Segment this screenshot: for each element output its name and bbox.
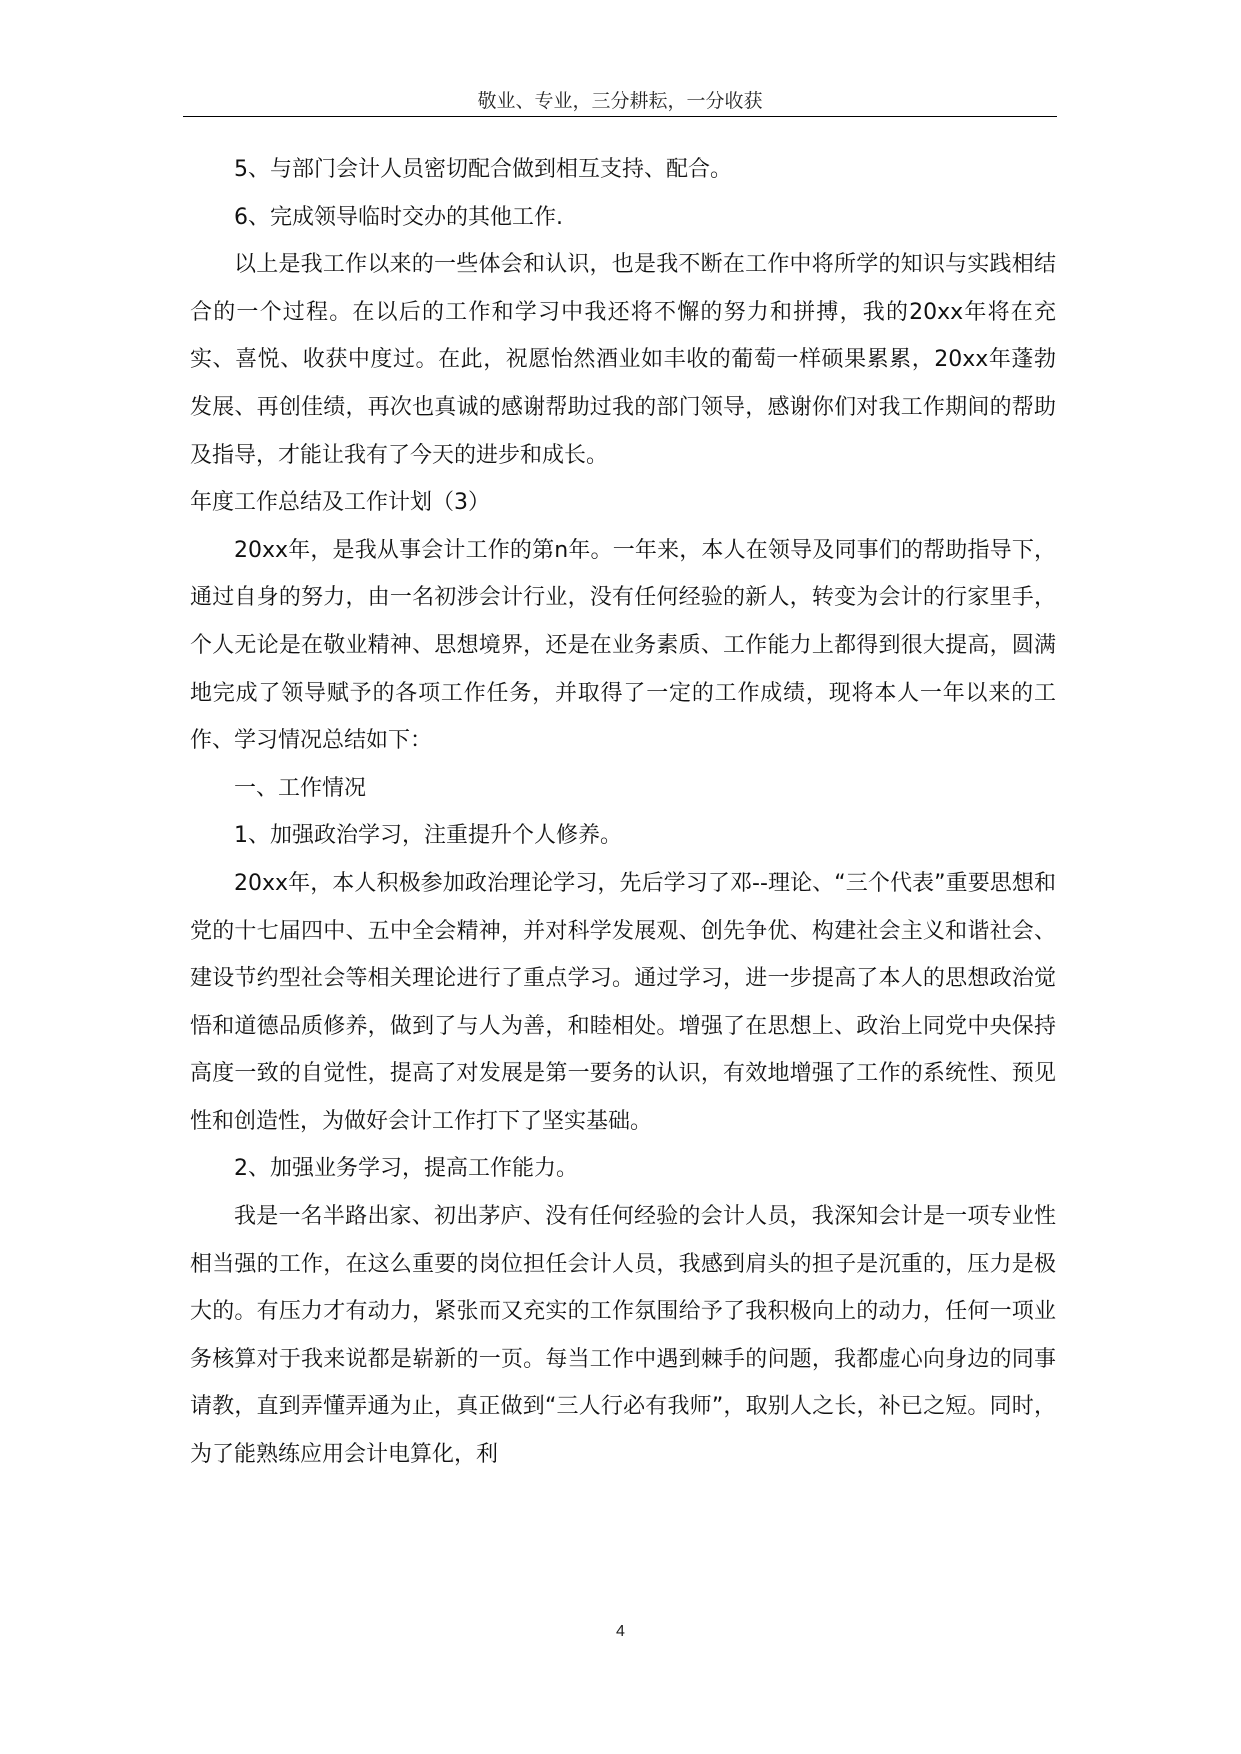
paragraph: 以上是我工作以来的一些体会和认识，也是我不断在工作中将所学的知识与实践相结合的一个过程。在以后的工作和学习中我还将不懈的努力和拼搏，我的20xx年将在充实、喜悦、收获中度过。在此，祝愿怡然酒业如丰收的葡萄一样硕果累累，20xx年蓬勃发展、再创佳绩，再次也真诚的感谢帮助过我的部门领导，感谢你们对我工作期间的帮助及指导，才能让我有了今天的进步和成长。 [190, 252, 1056, 468]
paragraph: 6、完成领导临时交办的其他工作. [234, 204, 563, 230]
paragraph: 5、与部门会计人员密切配合做到相互支持、配合。 [234, 157, 732, 182]
paragraph: 我是一名半路出家、初出茅庐、没有任何经验的会计人员，我深知会计是一项专业性相当强的工作，在这么重要的岗位担任会计人员，我感到肩头的担子是沉重的，压力是极大的。有压力才有动力，紧张而又充实的工作氛围给予了我积极向上的动力，任何一项业务核算对于我来说都是崭新的一页。每当工作中遇到棘手的问题，我都虚心向身边的同事请教，直到弄懂弄通为止，真正做到“三人行必有我师”，取别人之长，补已之短。同时，为了能熟练应用会计电算化，利 [190, 1204, 1056, 1468]
subheading: 2、加强业务学习，提高工作能力。 [234, 1156, 578, 1182]
page-header: 敬业、专业，三分耕耘，一分收获 [477, 90, 763, 112]
subheading: 1、加强政治学习，注重提升个人修养。 [234, 823, 622, 849]
section-heading: 一、工作情况 [234, 775, 367, 801]
paragraph: 20xx年，是我从事会计工作的第n年。一年来，本人在领导及同事们的帮助指导下，通过自身的努力，由一名初涉会计行业，没有任何经验的新人，转变为会计的行家里手，个人无论是在敬业精神、思想境界，还是在业务素质、工作能力上都得到很大提高，圆满地完成了领导赋予的各项工作任务，并取得了一定的工作成绩，现将本人一年以来的工作、学习情况总结如下： [190, 537, 1056, 754]
header-divider [183, 116, 1057, 117]
section-title: 年度工作总结及工作计划（3） [190, 490, 490, 516]
paragraph: 20xx年，本人积极参加政治理论学习，先后学习了邓--理论、“三个代表”重要思想和党的十七届四中、五中全会精神，并对科学发展观、创先争优、构建社会主义和谐社会、建设节约型社会等相关理论进行了重点学习。通过学习，进一步提高了本人的思想政治觉悟和道德品质修养，做到了与人为善，和睦相处。增强了在思想上、政治上同党中央保持高度一致的自觉性，提高了对发展是第一要务的认识，有效地增强了工作的系统性、预见性和创造性，为做好会计工作打下了坚实基础。 [190, 870, 1056, 1134]
page-number: 4 [616, 1623, 625, 1640]
document-body [190, 146, 1056, 1479]
